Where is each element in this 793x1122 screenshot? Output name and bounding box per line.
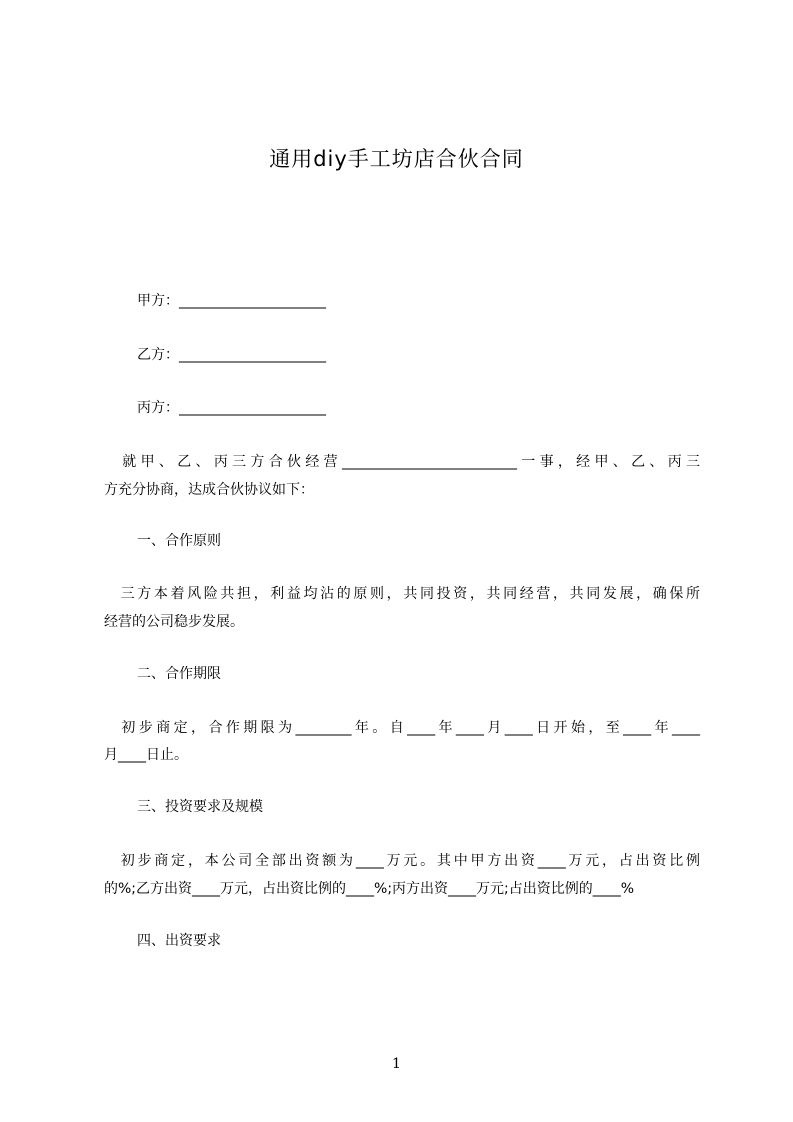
term-paragraph-line-2: 月____日止。 <box>104 747 188 763</box>
term-paragraph-line-1: 初步商定，合作期限为________年。自____年____月____日开始，至____年____ <box>104 720 700 736</box>
principles-paragraph-line-1: 三方本着风险共担，利益均沾的原则，共同投资，共同经营，共同发展，确保所 <box>104 586 700 602</box>
section-heading-principles: 一、合作原则 <box>137 533 221 549</box>
intro-paragraph-line-2: 方充分协商，达成合伙协议如下： <box>104 482 314 498</box>
page-number: 1 <box>392 1056 401 1072</box>
section-heading-term: 二、合作期限 <box>137 666 221 682</box>
section-heading-contribution: 四、出资要求 <box>137 933 221 949</box>
section-heading-investment: 三、投资要求及规模 <box>137 799 263 815</box>
party-b-field: 乙方：_____________________ <box>137 347 326 363</box>
principles-paragraph-line-2: 经营的公司稳步发展。 <box>104 614 244 630</box>
document-title: 通用diy手工坊店合伙合同 <box>269 147 524 171</box>
party-c-field: 丙方：_____________________ <box>137 400 326 416</box>
investment-paragraph-line-2: 的%;乙方出资____万元，占出资比例的____%;丙方出资____万元;占出资比例的____% <box>104 881 635 897</box>
intro-paragraph-line-1: 就甲、乙、丙三方合伙经营_________________________一事，经甲、乙、丙三 <box>104 454 700 470</box>
investment-paragraph-line-1: 初步商定，本公司全部出资额为____万元。其中甲方出资____万元，占出资比例 <box>104 853 700 869</box>
party-a-field: 甲方：_____________________ <box>137 293 326 309</box>
